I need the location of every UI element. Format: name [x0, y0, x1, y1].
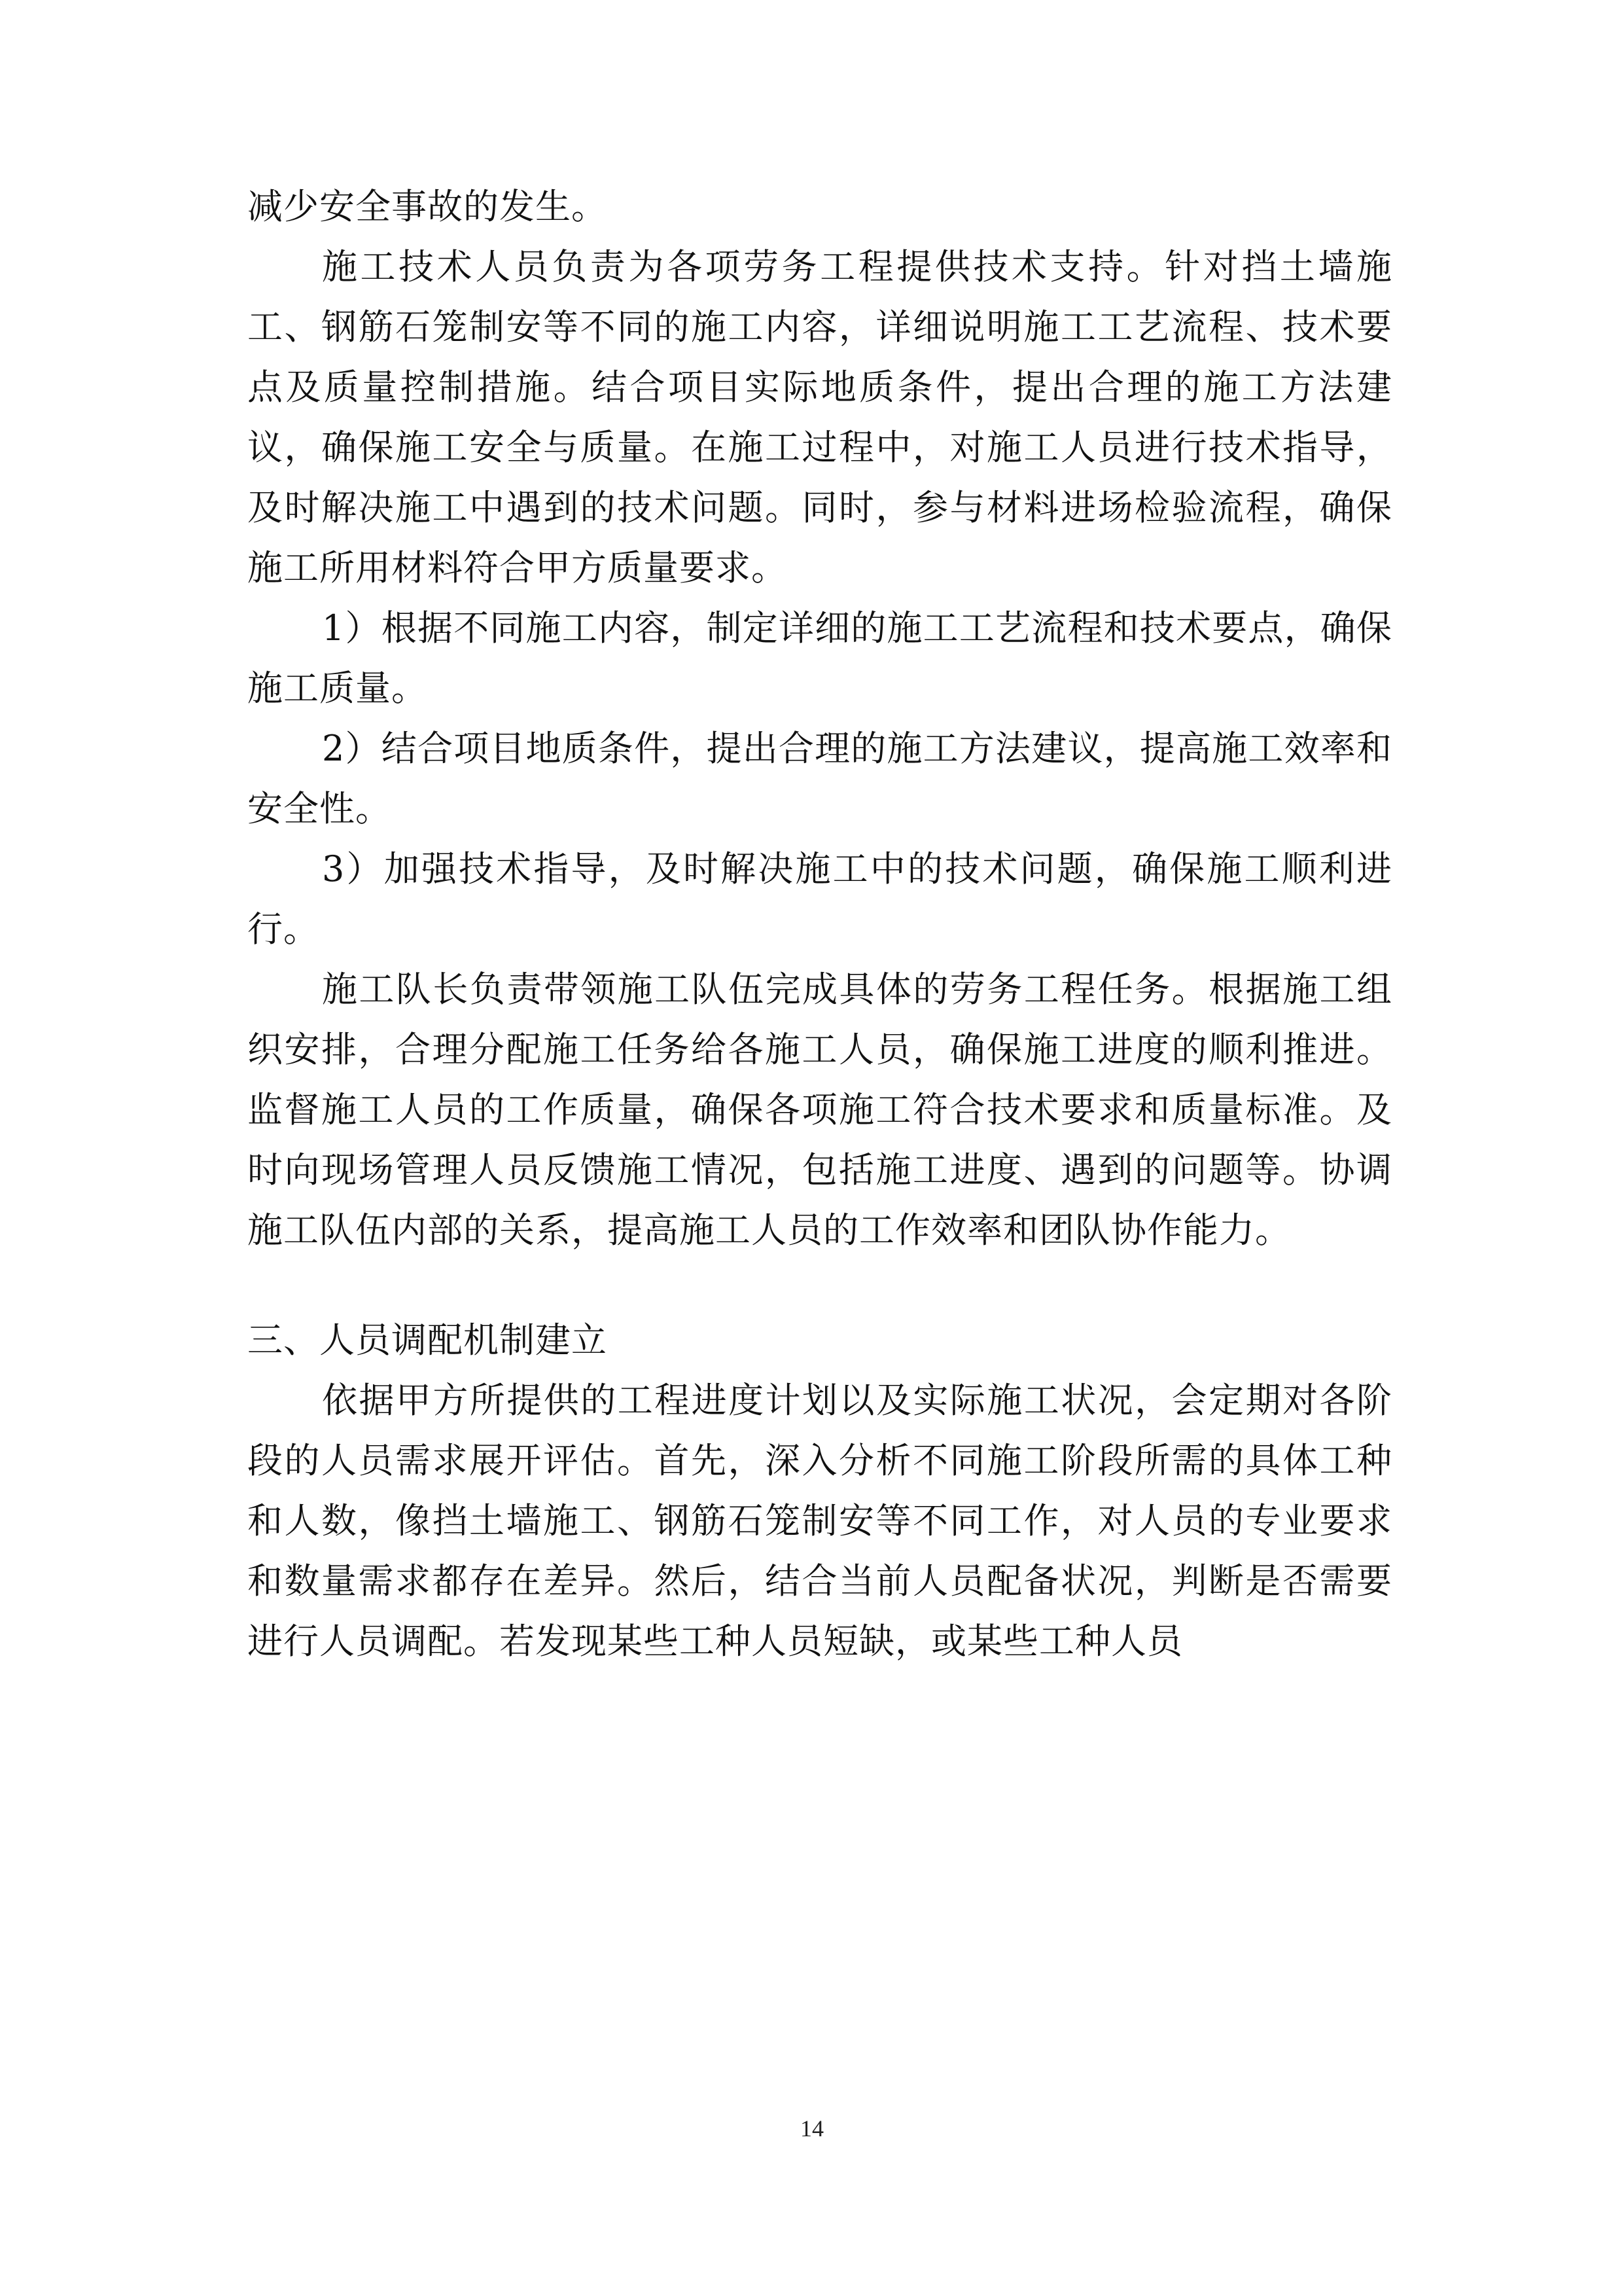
paragraph: 施工技术人员负责为各项劳务工程提供技术支持。针对挡土墙施工、钢筋石笼制安等不同的施工内容，详细说明施工工艺流程、技术要点及质量控制措施。结合项目实际地质条件，提出合理的施工方法建议，确保施工安全与质量。在施工过程中，对施工人员进行技术指导，及时解决施工中遇到的技术问题。同时，参与材料进场检验流程，确保施工所用材料符合甲方质量要求。 [247, 246, 1392, 588]
list-item: 2）结合项目地质条件，提出合理的施工方法建议，提高施工效率和安全性。 [247, 728, 1392, 829]
page-body [247, 177, 1392, 1672]
list-item: 3）加强技术指导，及时解决施工中的技术问题，确保施工顺利进行。 [247, 848, 1392, 950]
paragraph: 减少安全事故的发生。 [247, 186, 607, 227]
list-item: 1）根据不同施工内容，制定详细的施工工艺流程和技术要点，确保施工质量。 [247, 607, 1392, 709]
paragraph: 施工队长负责带领施工队伍完成具体的劳务工程任务。根据施工组织安排，合理分配施工任务给各施工人员，确保施工进度的顺利推进。监督施工人员的工作质量，确保各项施工符合技术要求和质量标准。及时向现场管理人员反馈施工情况，包括施工进度、遇到的问题等。协调施工队伍内部的关系，提高施工人员的工作效率和团队协作能力。 [247, 969, 1392, 1251]
paragraph: 依据甲方所提供的工程进度计划以及实际施工状况，会定期对各阶段的人员需求展开评估。首先，深入分析不同施工阶段所需的具体工种和人数，像挡土墙施工、钢筋石笼制安等不同工作，对人员的专业要求和数量需求都存在差异。然后，结合当前人员配备状况，判断是否需要进行人员调配。若发现某些工种人员短缺，或某些工种人员 [247, 1380, 1392, 1662]
section-heading: 三、人员调配机制建立 [247, 1319, 607, 1361]
page-number: 14 [800, 2115, 824, 2142]
